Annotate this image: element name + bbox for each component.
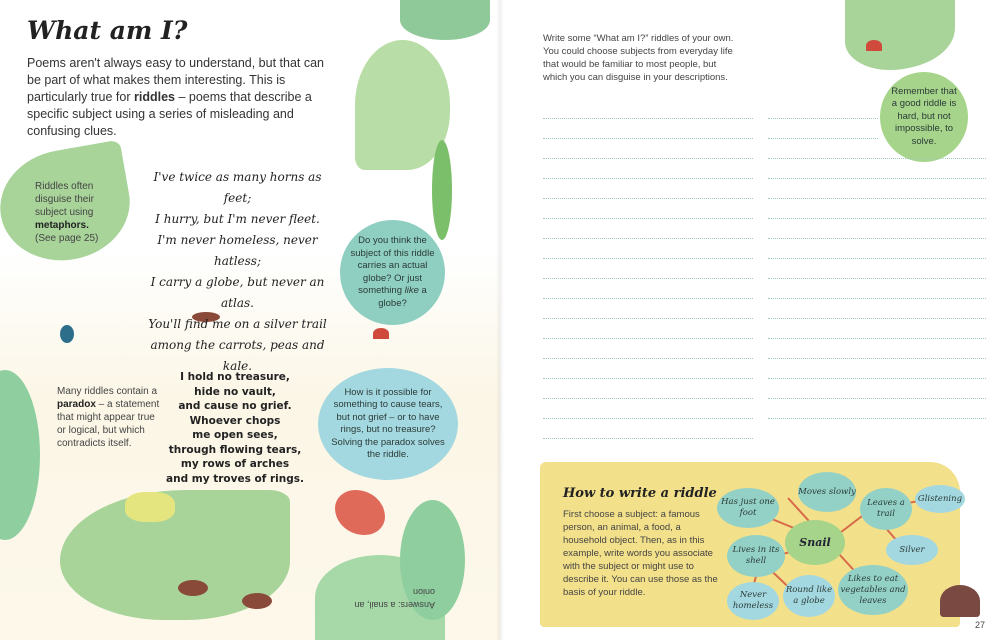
ladybird-icon xyxy=(373,328,389,339)
writing-line[interactable] xyxy=(543,278,753,298)
mindmap-node: Likes to eat vegetables and leaves xyxy=(838,565,908,615)
writing-lines-left[interactable] xyxy=(543,118,753,458)
mindmap-node: Lives in its shell xyxy=(727,535,785,577)
howto-title: How to write a riddle xyxy=(563,486,717,501)
writing-line[interactable] xyxy=(768,318,986,338)
writing-line[interactable] xyxy=(768,418,986,438)
writing-line[interactable] xyxy=(768,278,986,298)
writing-line[interactable] xyxy=(543,298,753,318)
snail-icon xyxy=(940,585,980,617)
speech-bubble-globe: Do you think the subject of this riddle carries an actual globe? Or just something like a globe? xyxy=(340,220,445,325)
writing-line[interactable] xyxy=(543,158,753,178)
writing-lines-right[interactable] xyxy=(768,158,986,438)
writing-line[interactable] xyxy=(768,298,986,318)
riddle-line: You'll find me on a silver trail xyxy=(148,317,327,331)
mindmap-node: Glistening xyxy=(915,485,965,513)
beetle-icon xyxy=(178,580,208,596)
ladybird-icon xyxy=(866,40,882,51)
riddle-line: Whoever chops xyxy=(189,414,281,427)
writing-line[interactable] xyxy=(543,338,753,358)
writing-line[interactable] xyxy=(543,398,753,418)
speech-bubble-paradox: How is it possible for something to cause tears, but not grief – or to have rings, but no treasure? Solving the paradox solves the riddle. xyxy=(318,368,458,480)
writing-line[interactable] xyxy=(768,358,986,378)
writing-line[interactable] xyxy=(543,258,753,278)
answers-upside-down: Answers: a snail, an onion xyxy=(354,587,435,610)
riddle-line: through flowing tears, xyxy=(168,443,302,456)
writing-line[interactable] xyxy=(543,238,753,258)
mindmap-node: Round like a globe xyxy=(783,575,835,617)
riddle-line: I carry a globe, but never an atlas. xyxy=(150,275,325,310)
page-number: 27 xyxy=(975,620,986,630)
writing-line[interactable] xyxy=(543,138,753,158)
writing-line[interactable] xyxy=(543,178,753,198)
riddle-line: I hurry, but I'm never fleet. xyxy=(155,212,320,226)
riddle-line: I hold no treasure, xyxy=(180,371,290,383)
mindmap-node: Never homeless xyxy=(727,582,779,620)
paradox-note: Many riddles contain a paradox – a statement that might appear true or logical, but which contradicts itself. xyxy=(57,386,160,449)
howto-body: First choose a subject: a famous person, an animal, a food, a household object. Then, as in this example, write words you associate with the subject or might use to describe it. You can use those as the basis of your riddle. xyxy=(563,509,718,598)
mindmap-node: Silver xyxy=(886,535,938,565)
riddle-1 xyxy=(140,167,335,377)
writing-line[interactable] xyxy=(768,398,986,418)
riddle-line: and my troves of rings. xyxy=(166,472,304,485)
riddle-line: and cause no grief. xyxy=(178,400,292,412)
mindmap-node: Has just one foot xyxy=(717,488,779,528)
writing-line[interactable] xyxy=(543,378,753,398)
metaphor-note: Riddles often disguise their subject using metaphors. (See page 25) xyxy=(35,181,99,244)
writing-line[interactable] xyxy=(543,198,753,218)
riddle-line: hide no vault, xyxy=(194,385,276,398)
riddle-2 xyxy=(165,370,305,486)
leaf-illustration xyxy=(400,0,490,40)
peapod-icon xyxy=(432,140,452,240)
riddle-line: among the carrots, peas and kale. xyxy=(150,338,325,373)
writing-line[interactable] xyxy=(768,378,986,398)
writing-line[interactable] xyxy=(543,358,753,378)
writing-line[interactable] xyxy=(768,178,986,198)
mindmap-node: Moves slowly xyxy=(798,472,856,512)
writing-line[interactable] xyxy=(543,218,753,238)
riddle-line: I'm never homeless, never hatless; xyxy=(157,233,318,268)
riddle-line: me open sees, xyxy=(192,429,278,441)
spider-icon xyxy=(60,325,74,343)
writing-line[interactable] xyxy=(768,338,986,358)
book-spine xyxy=(496,0,504,640)
intro-paragraph: Poems aren't always easy to understand, but that can be part of what makes them interesting. This is particularly true for riddles – poems that describe a specific subject using a series of misleading and confusing clues. xyxy=(27,56,325,138)
writing-line[interactable] xyxy=(543,438,753,458)
write-prompt: Write some “What am I?” riddles of your own. You could choose subjects from everyday life that would be familiar to most people, but which you can disguise in your descriptions. xyxy=(543,33,734,83)
caterpillar-icon xyxy=(125,492,175,522)
writing-line[interactable] xyxy=(768,238,986,258)
mindmap-hub: Snail xyxy=(785,520,845,565)
writing-line[interactable] xyxy=(768,258,986,278)
writing-line[interactable] xyxy=(543,118,753,138)
remember-bubble: Remember that a good riddle is hard, but not impossible, to solve. xyxy=(880,72,968,162)
writing-lines-right-top[interactable] xyxy=(768,118,878,158)
mindmap-node: Leaves a trail xyxy=(860,488,912,530)
writing-line[interactable] xyxy=(543,418,753,438)
page-title: What am I? xyxy=(27,16,188,45)
writing-line[interactable] xyxy=(768,198,986,218)
riddle-line: I've twice as many horns as feet; xyxy=(153,170,322,205)
beetle-icon xyxy=(242,593,272,609)
riddle-line: my rows of arches xyxy=(180,458,290,470)
writing-line[interactable] xyxy=(543,318,753,338)
writing-line[interactable] xyxy=(768,218,986,238)
writing-line[interactable] xyxy=(768,158,986,178)
